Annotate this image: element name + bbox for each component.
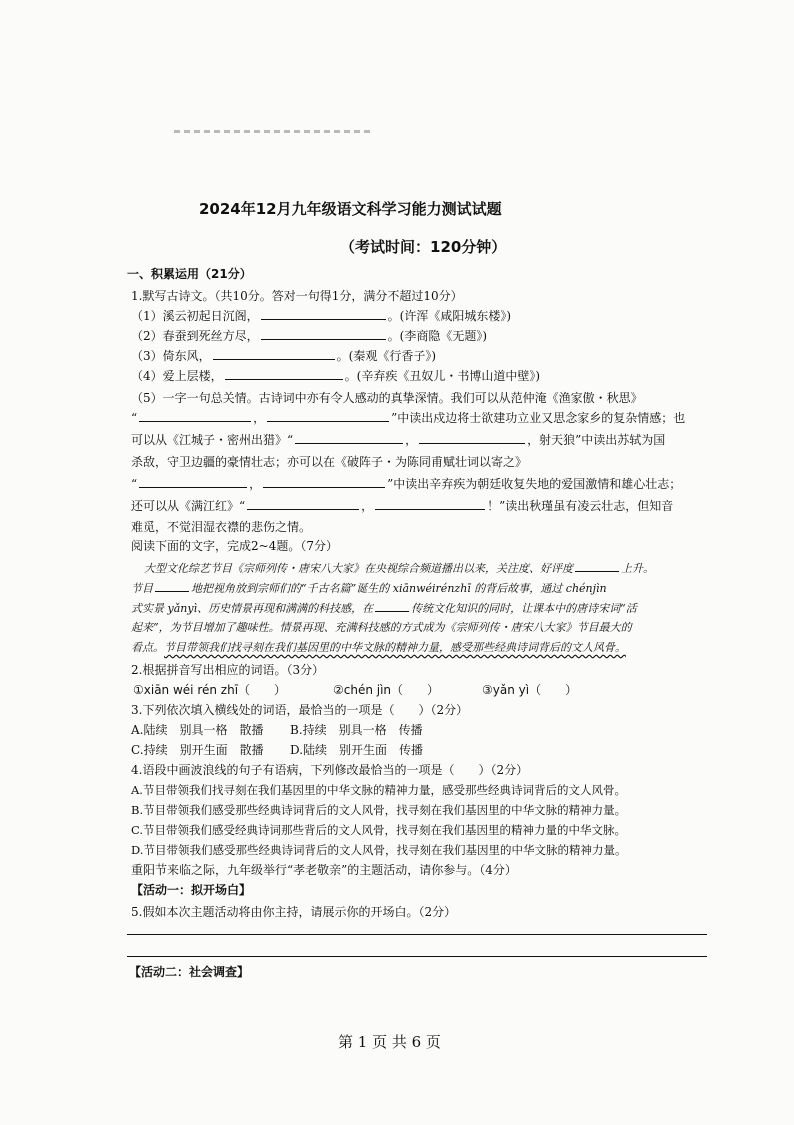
passage-line-4: 起来”，为节目增加了趣味性。情景再现、充满科技感的方式成为《宗师列传・唐宋八大家》节目最大的 (131, 621, 632, 634)
answer-blank[interactable] (295, 432, 403, 444)
activity-one-heading: 【活动一：拟开场白】 (131, 883, 252, 897)
q4-option-a: A.节目带领我们找寻刻在我们基因里的中华文脉的精神力量，感受那些经典诗词背后的文人风骨。 (131, 783, 626, 797)
q1-item-2: （2）春蚕到死丝方尽， 。(李商隐《无题》) (131, 329, 488, 343)
activity-intro: 重阳节来临之际，九年级举行“孝老敬亲”的主题活动，请你参与。（4分） (131, 863, 517, 877)
answer-blank[interactable] (247, 498, 359, 510)
q2-option-3: ③yǎn yì（ ） (482, 683, 578, 697)
q2-option-1: ①xiān wéi rén zhī（ ） (133, 683, 287, 697)
passage-blank[interactable] (375, 600, 409, 612)
q1-item-5-line6: 还可以从《满江红》“ ， ！”读出秋瑾虽有凌云壮志，但知音 (131, 499, 674, 513)
q2-option-2: ②chén jìn（ ） (333, 683, 440, 697)
answer-blank[interactable] (139, 410, 251, 422)
answer-blank[interactable] (139, 476, 247, 488)
answer-line[interactable] (127, 934, 707, 935)
answer-blank[interactable] (261, 308, 386, 320)
answer-blank[interactable] (267, 410, 389, 422)
q3-stem: 3.下列依次填入横线处的词语，最恰当的一项是（ ）（2分） (131, 703, 469, 717)
q1-item-1: （1）溪云初起日沉阁， 。(许浑《咸阳城东楼》) (131, 309, 512, 323)
exam-title: 2024年12月九年级语文科学习能力测试试题 (199, 200, 502, 218)
q4-option-b: B.节目带领我们感受那些经典诗词背后的文人风骨，找寻刻在我们基因里的中华文脉的精神力量。 (131, 803, 627, 817)
q4-option-c: C.节目带领我们感受经典诗词那些背后的文人风骨，找寻刻在我们基因里的精神力量的中华文脉。 (131, 823, 627, 837)
passage-line-5: 看点。节目带领我们找寻刻在我们基因里的中华文脉的精神力量，感受那些经典诗词背后的文人风骨。 (131, 641, 626, 654)
passage-line-1: 大型文化综艺节目《宗师列传・唐宋八大家》在央视综合频道播出以来，关注度、好评度 上升。 (144, 562, 654, 575)
scan-smudge (174, 130, 372, 133)
q1-item-5-line7: 难觅，不觉泪湿衣襟的悲伤之情。 (131, 520, 312, 534)
passage-line-2: 节目 地把视角放到宗师们的“千古名篇”诞生的 xiānwéirénzhī 的背后故事，通过 chénjìn (131, 582, 607, 595)
q4-option-d: D.节目带领我们感受那些经典诗词背后的文人风骨，找寻刻在我们基因里的中华文脉的精神力量。 (131, 843, 627, 857)
passage-line-3: 式实景 yǎnyì、历史情景再现和满满的科技感，在 传统文化知识的同时，让课本中的唐诗宋词“活 (131, 602, 637, 615)
q1-item-5-line3: 可以从《江城子・密州出猎》“ ， ，射天狼”中读出苏轼为国 (131, 433, 666, 447)
q1-item-5-line2: “ ， ”中读出戍边将士欲建功立业又思念家乡的复杂情感；也 (131, 411, 686, 425)
exam-time: （考试时间：120分钟） (340, 238, 507, 256)
activity-two-heading: 【活动二：社会调查】 (129, 965, 250, 979)
reading-intro: 阅读下面的文字，完成2~4题。（7分） (131, 539, 338, 553)
passage-blank[interactable] (155, 580, 189, 592)
q5-stem: 5.假如本次主题活动将由你主持，请展示你的开场白。（2分） (131, 905, 457, 919)
page-number: 第 1 页 共 6 页 (338, 1033, 441, 1051)
q1-item-5-line4: 杀敌，守卫边疆的豪情壮志；亦可以在《破阵子・为陈同甫赋壮词以寄之》 (131, 455, 528, 469)
q3-option-a: A.陆续 别具一格 散播 (131, 723, 264, 737)
q3-option-c: C.持续 别开生面 散播 (131, 743, 264, 757)
q1-item-4: （4）爱上层楼， 。(辛弃疾《丑奴儿・书博山道中壁》) (131, 369, 541, 383)
answer-line[interactable] (127, 956, 707, 957)
answer-blank[interactable] (225, 368, 343, 380)
q2-stem: 2.根据拼音写出相应的词语。（3分） (131, 663, 325, 677)
q1-item-5-line1: （5）一字一句总关情。古诗词中亦有令人感动的真挚深情。我们可以从范仲淹《渔家傲・秋思》 (131, 391, 643, 405)
q4-stem: 4.语段中画波浪线的句子有语病，下列修改最恰当的一项是（ ）（2分） (131, 763, 529, 777)
answer-blank[interactable] (375, 498, 485, 510)
section-heading: 一、积累运用（21分） (127, 267, 252, 281)
wavy-sentence: 节目带领我们找寻刻在我们基因里的中华文脉的精神力量，感受那些经典诗词背后的文人风骨。 (164, 641, 626, 654)
answer-blank[interactable] (261, 328, 386, 340)
q1-item-5-line5: “ ， ”中读出辛弃疾为朝廷收复失地的爱国激情和雄心壮志； (131, 477, 682, 491)
q3-option-d: D.陆续 别开生面 传播 (290, 743, 424, 757)
answer-blank[interactable] (213, 348, 335, 360)
answer-blank[interactable] (263, 476, 385, 488)
q1-item-3: （3）倚东风， 。(秦观《行香子》) (131, 349, 437, 363)
q1-stem: 1.默写古诗文。（共10分。答对一句得1分，满分不超过10分） (131, 289, 463, 303)
passage-blank[interactable] (575, 560, 619, 572)
answer-blank[interactable] (419, 432, 525, 444)
q3-option-b: B.持续 别具一格 传播 (290, 723, 423, 737)
